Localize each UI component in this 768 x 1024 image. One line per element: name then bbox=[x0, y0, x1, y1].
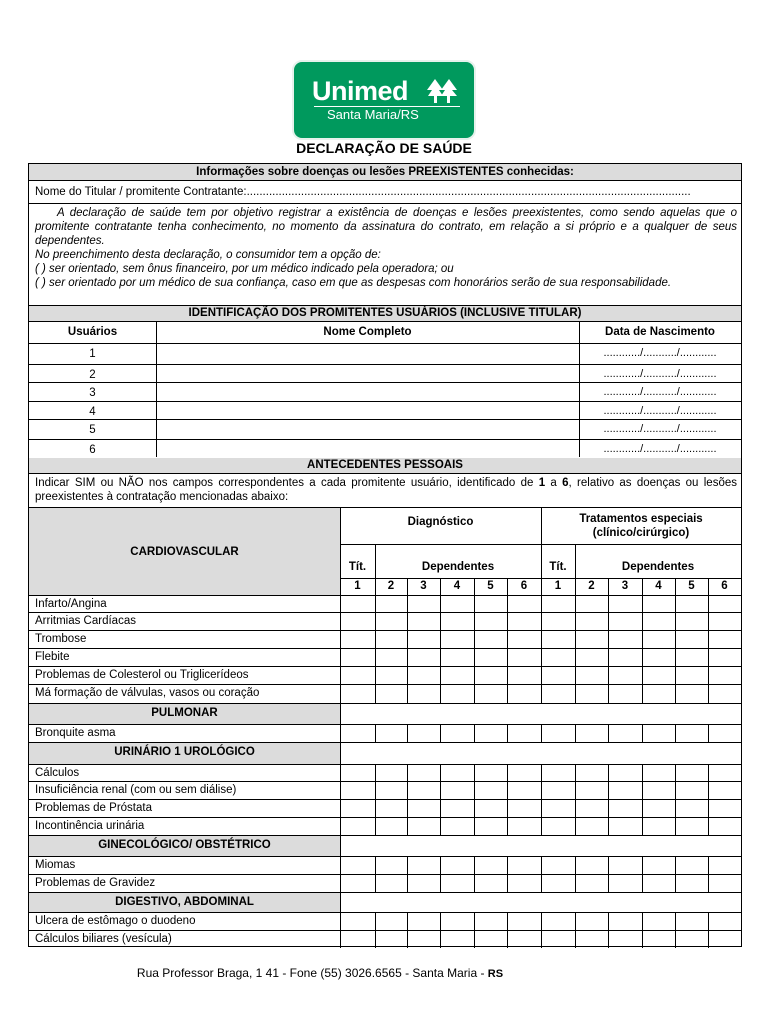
answer-cell[interactable] bbox=[376, 596, 407, 612]
answer-cell[interactable] bbox=[408, 818, 440, 835]
answer-cell[interactable] bbox=[542, 931, 575, 948]
answer-cell[interactable] bbox=[441, 685, 474, 703]
condition-label: Miomas bbox=[35, 859, 76, 871]
answer-cell[interactable] bbox=[475, 613, 507, 630]
answer-cell[interactable] bbox=[508, 931, 541, 948]
user-number: 2 bbox=[89, 369, 96, 381]
answer-cell[interactable] bbox=[376, 857, 407, 874]
dependent-number: 6 bbox=[520, 580, 528, 592]
answer-cell[interactable] bbox=[709, 613, 741, 630]
col-titular-treat: Tít. bbox=[549, 561, 567, 573]
answer-cell[interactable] bbox=[676, 765, 708, 781]
group-title-cardiovascular: CARDIOVASCULAR bbox=[130, 546, 239, 558]
answer-cell[interactable] bbox=[441, 818, 474, 835]
birth-date-input[interactable]: ............/.........../............ bbox=[603, 443, 717, 455]
answer-cell[interactable] bbox=[576, 782, 608, 799]
answer-cell[interactable] bbox=[542, 725, 575, 742]
answer-cell[interactable] bbox=[475, 800, 507, 817]
logo-brand: Unimed bbox=[312, 76, 409, 106]
answer-cell[interactable] bbox=[542, 875, 575, 892]
answer-cell[interactable] bbox=[576, 857, 608, 874]
answer-cell[interactable] bbox=[508, 667, 541, 684]
answer-cell[interactable] bbox=[376, 800, 407, 817]
col-treatment: Tratamentos especiais bbox=[579, 513, 703, 525]
answer-cell[interactable] bbox=[542, 800, 575, 817]
user-name-input[interactable] bbox=[157, 402, 578, 419]
answer-cell[interactable] bbox=[408, 631, 440, 648]
answer-cell[interactable] bbox=[676, 613, 708, 630]
answer-cell[interactable] bbox=[441, 667, 474, 684]
condition-label: Problemas de Próstata bbox=[35, 802, 152, 814]
answer-cell[interactable] bbox=[709, 649, 741, 666]
dependent-number: 3 bbox=[420, 580, 427, 592]
answer-cell[interactable] bbox=[676, 685, 708, 703]
history-instruction: Indicar SIM ou NÃO nos campos correspondentes a cada promitente usuário, identificado de 1 a 6, relativo as doenças ou lesões preexistentes à contratação mencionadas abaixo: bbox=[35, 477, 737, 503]
dependent-number: 5 bbox=[688, 580, 695, 592]
answer-cell[interactable] bbox=[408, 857, 440, 874]
answer-cell[interactable] bbox=[408, 667, 440, 684]
option-operator-doctor[interactable]: ( ) ser orientado, sem ônus financeiro, por um médico indicado pela operadora; ou bbox=[35, 263, 454, 275]
condition-label: Infarto/Angina bbox=[35, 598, 107, 610]
footer-address: Rua Professor Braga, 1 41 - Fone (55) 3026.6565 - Santa Maria - RS bbox=[136, 966, 504, 980]
condition-label: Bronquite asma bbox=[35, 727, 116, 739]
answer-cell[interactable] bbox=[709, 875, 741, 892]
answer-cell[interactable] bbox=[676, 800, 708, 817]
answer-cell[interactable] bbox=[376, 649, 407, 666]
answer-cell[interactable] bbox=[576, 875, 608, 892]
answer-cell[interactable] bbox=[676, 931, 708, 948]
answer-cell[interactable] bbox=[341, 913, 375, 930]
answer-cell[interactable] bbox=[609, 782, 642, 799]
answer-cell[interactable] bbox=[542, 613, 575, 630]
answer-cell[interactable] bbox=[376, 667, 407, 684]
answer-cell[interactable] bbox=[508, 782, 541, 799]
answer-cell[interactable] bbox=[676, 818, 708, 835]
answer-cell[interactable] bbox=[475, 631, 507, 648]
answer-cell[interactable] bbox=[576, 931, 608, 948]
answer-cell[interactable] bbox=[508, 765, 541, 781]
answer-cell[interactable] bbox=[376, 818, 407, 835]
answer-cell[interactable] bbox=[508, 613, 541, 630]
answer-cell[interactable] bbox=[676, 782, 708, 799]
condition-label: Problemas de Gravidez bbox=[35, 877, 156, 889]
answer-cell[interactable] bbox=[709, 631, 741, 648]
answer-cell[interactable] bbox=[609, 913, 642, 930]
answer-cell[interactable] bbox=[475, 685, 507, 703]
answer-cell[interactable] bbox=[341, 818, 375, 835]
user-number: 5 bbox=[89, 424, 96, 436]
option-intro: No preenchimento desta declaração, o consumidor tem a opção de: bbox=[35, 249, 381, 261]
answer-cell[interactable] bbox=[643, 931, 675, 948]
group-title: GINECOLÓGICO/ OBSTÉTRICO bbox=[98, 839, 271, 851]
answer-cell[interactable] bbox=[341, 931, 375, 948]
answer-cell[interactable] bbox=[341, 725, 375, 742]
answer-cell[interactable] bbox=[341, 782, 375, 799]
birth-date-input[interactable]: ............/.........../............ bbox=[603, 405, 717, 417]
condition-label: Ulcera de estômago o duodeno bbox=[35, 915, 196, 927]
birth-date-input[interactable]: ............/.........../............ bbox=[603, 347, 717, 359]
answer-cell[interactable] bbox=[643, 631, 675, 648]
logo-region: Santa Maria/RS bbox=[327, 107, 419, 122]
user-name-input[interactable] bbox=[157, 365, 578, 382]
answer-cell[interactable] bbox=[475, 875, 507, 892]
dependent-number: 1 bbox=[354, 580, 361, 592]
col-treatment-sub: (clínico/cirúrgico) bbox=[592, 527, 690, 539]
answer-cell[interactable] bbox=[609, 818, 642, 835]
user-number: 1 bbox=[89, 348, 96, 360]
answer-cell[interactable] bbox=[676, 631, 708, 648]
option-own-doctor[interactable]: ( ) ser orientado por um médico de sua confiança, caso em que as despesas com honorários serão de sua responsabilidade. bbox=[35, 277, 672, 289]
dependent-number: 4 bbox=[655, 580, 662, 592]
answer-cell[interactable] bbox=[643, 765, 675, 781]
answer-cell[interactable] bbox=[709, 765, 741, 781]
answer-cell[interactable] bbox=[542, 818, 575, 835]
answer-cell[interactable] bbox=[408, 725, 440, 742]
col-users: Usuários bbox=[67, 326, 118, 338]
answer-cell[interactable] bbox=[508, 800, 541, 817]
answer-cell[interactable] bbox=[709, 596, 741, 612]
answer-cell[interactable] bbox=[376, 725, 407, 742]
answer-cell[interactable] bbox=[676, 667, 708, 684]
col-dependents-treat: Dependentes bbox=[621, 561, 695, 573]
answer-cell[interactable] bbox=[676, 913, 708, 930]
answer-cell[interactable] bbox=[408, 685, 440, 703]
answer-cell[interactable] bbox=[609, 800, 642, 817]
answer-cell[interactable] bbox=[609, 667, 642, 684]
user-number: 3 bbox=[89, 387, 96, 399]
col-titular: Tít. bbox=[348, 561, 367, 573]
answer-cell[interactable] bbox=[341, 667, 375, 684]
answer-cell[interactable] bbox=[441, 631, 474, 648]
birth-date-input[interactable]: ............/.........../............ bbox=[603, 368, 717, 380]
answer-cell[interactable] bbox=[576, 818, 608, 835]
answer-cell[interactable] bbox=[376, 931, 407, 948]
col-full-name: Nome Completo bbox=[323, 326, 412, 338]
history-header: ANTECEDENTES PESSOAIS bbox=[307, 459, 463, 471]
group-title: PULMONAR bbox=[151, 707, 218, 719]
dependent-number: 4 bbox=[453, 580, 461, 592]
unimed-tree-icon bbox=[426, 78, 458, 104]
answer-cell[interactable] bbox=[441, 782, 474, 799]
answer-cell[interactable] bbox=[709, 931, 741, 948]
answer-cell[interactable] bbox=[709, 857, 741, 874]
condition-label: Problemas de Colesterol ou Triglicerídeos bbox=[35, 669, 249, 681]
answer-cell[interactable] bbox=[441, 725, 474, 742]
condition-label: Incontinência urinária bbox=[35, 820, 145, 832]
answer-cell[interactable] bbox=[341, 857, 375, 874]
answer-cell[interactable] bbox=[508, 857, 541, 874]
answer-cell[interactable] bbox=[408, 931, 440, 948]
answer-cell[interactable] bbox=[709, 725, 741, 742]
answer-cell[interactable] bbox=[576, 725, 608, 742]
page-title: DECLARAÇÃO DE SAÚDE bbox=[296, 140, 472, 156]
answer-cell[interactable] bbox=[408, 800, 440, 817]
unimed-logo bbox=[292, 60, 476, 140]
answer-cell[interactable] bbox=[709, 818, 741, 835]
answer-cell[interactable] bbox=[542, 649, 575, 666]
condition-label: Trombose bbox=[35, 633, 87, 645]
answer-cell[interactable] bbox=[475, 818, 507, 835]
answer-cell[interactable] bbox=[341, 800, 375, 817]
answer-cell[interactable] bbox=[508, 596, 541, 612]
answer-cell[interactable] bbox=[709, 913, 741, 930]
user-name-input[interactable] bbox=[157, 344, 578, 364]
birth-date-input[interactable]: ............/.........../............ bbox=[603, 423, 717, 435]
answer-cell[interactable] bbox=[441, 596, 474, 612]
group-title: DIGESTIVO, ABDOMINAL bbox=[115, 896, 254, 908]
answer-cell[interactable] bbox=[676, 725, 708, 742]
answer-cell[interactable] bbox=[609, 875, 642, 892]
answer-cell[interactable] bbox=[609, 857, 642, 874]
answer-cell[interactable] bbox=[576, 613, 608, 630]
answer-cell[interactable] bbox=[508, 649, 541, 666]
col-birth-date: Data de Nascimento bbox=[605, 326, 715, 338]
answer-cell[interactable] bbox=[609, 649, 642, 666]
users-header: IDENTIFICAÇÃO DOS PROMITENTES USUÁRIOS (INCLUSIVE TITULAR) bbox=[188, 307, 582, 319]
answer-cell[interactable] bbox=[643, 667, 675, 684]
answer-cell[interactable] bbox=[376, 685, 407, 703]
answer-cell[interactable] bbox=[609, 631, 642, 648]
dependent-number: 2 bbox=[588, 580, 595, 592]
answer-cell[interactable] bbox=[542, 913, 575, 930]
condition-label: Insuficiência renal (com ou sem diálise) bbox=[35, 784, 237, 796]
answer-cell[interactable] bbox=[475, 765, 507, 781]
answer-cell[interactable] bbox=[475, 857, 507, 874]
answer-cell[interactable] bbox=[441, 931, 474, 948]
answer-cell[interactable] bbox=[475, 667, 507, 684]
col-diagnosis: Diagnóstico bbox=[407, 516, 474, 528]
answer-cell[interactable] bbox=[676, 857, 708, 874]
answer-cell[interactable] bbox=[508, 631, 541, 648]
titular-name-field[interactable]: Nome do Titular / promitente Contratante:........................................................................................................................................... bbox=[35, 186, 691, 198]
answer-cell[interactable] bbox=[676, 596, 708, 612]
answer-cell[interactable] bbox=[341, 875, 375, 892]
answer-cell[interactable] bbox=[408, 765, 440, 781]
answer-cell[interactable] bbox=[643, 782, 675, 799]
group-title: URINÁRIO 1 UROLÓGICO bbox=[114, 746, 255, 758]
answer-cell[interactable] bbox=[408, 596, 440, 612]
health-declaration-form bbox=[28, 163, 742, 947]
answer-cell[interactable] bbox=[542, 631, 575, 648]
condition-label: Arritmias Cardíacas bbox=[35, 615, 136, 627]
dependent-number: 1 bbox=[554, 580, 562, 592]
answer-cell[interactable] bbox=[441, 613, 474, 630]
answer-cell[interactable] bbox=[508, 685, 541, 703]
answer-cell[interactable] bbox=[508, 875, 541, 892]
answer-cell[interactable] bbox=[376, 613, 407, 630]
answer-cell[interactable] bbox=[576, 685, 608, 703]
answer-cell[interactable] bbox=[376, 631, 407, 648]
answer-cell[interactable] bbox=[542, 765, 575, 781]
answer-cell[interactable] bbox=[542, 667, 575, 684]
answer-cell[interactable] bbox=[441, 857, 474, 874]
col-dependents: Dependentes bbox=[421, 561, 495, 573]
dependent-number: 6 bbox=[721, 580, 728, 592]
answer-cell[interactable] bbox=[643, 649, 675, 666]
answer-cell[interactable] bbox=[376, 913, 407, 930]
answer-cell[interactable] bbox=[341, 649, 375, 666]
answer-cell[interactable] bbox=[576, 800, 608, 817]
user-number: 4 bbox=[89, 406, 96, 418]
answer-cell[interactable] bbox=[475, 725, 507, 742]
user-name-input[interactable] bbox=[157, 420, 578, 439]
answer-cell[interactable] bbox=[441, 875, 474, 892]
answer-cell[interactable] bbox=[508, 913, 541, 930]
answer-cell[interactable] bbox=[643, 818, 675, 835]
answer-cell[interactable] bbox=[542, 685, 575, 703]
answer-cell[interactable] bbox=[643, 596, 675, 612]
answer-cell[interactable] bbox=[609, 613, 642, 630]
answer-cell[interactable] bbox=[576, 649, 608, 666]
answer-cell[interactable] bbox=[376, 782, 407, 799]
answer-cell[interactable] bbox=[609, 685, 642, 703]
dependent-number: 5 bbox=[487, 580, 494, 592]
answer-cell[interactable] bbox=[709, 800, 741, 817]
answer-cell[interactable] bbox=[475, 913, 507, 930]
answer-cell[interactable] bbox=[508, 725, 541, 742]
user-name-input[interactable] bbox=[157, 440, 578, 457]
answer-cell[interactable] bbox=[341, 596, 375, 612]
answer-cell[interactable] bbox=[542, 857, 575, 874]
answer-cell[interactable] bbox=[609, 596, 642, 612]
answer-cell[interactable] bbox=[643, 857, 675, 874]
answer-cell[interactable] bbox=[709, 667, 741, 684]
dependent-number: 3 bbox=[621, 580, 629, 592]
answer-cell[interactable] bbox=[643, 613, 675, 630]
answer-cell[interactable] bbox=[676, 649, 708, 666]
answer-cell[interactable] bbox=[643, 800, 675, 817]
answer-cell[interactable] bbox=[542, 596, 575, 612]
info-header: Informações sobre doenças ou lesões PREEXISTENTES conhecidas: bbox=[196, 166, 574, 178]
answer-cell[interactable] bbox=[341, 613, 375, 630]
answer-cell[interactable] bbox=[408, 913, 440, 930]
answer-cell[interactable] bbox=[341, 685, 375, 703]
answer-cell[interactable] bbox=[609, 725, 642, 742]
answer-cell[interactable] bbox=[408, 649, 440, 666]
answer-cell[interactable] bbox=[709, 782, 741, 799]
answer-cell[interactable] bbox=[508, 818, 541, 835]
answer-cell[interactable] bbox=[609, 765, 642, 781]
user-name-input[interactable] bbox=[157, 383, 578, 401]
answer-cell[interactable] bbox=[609, 931, 642, 948]
answer-cell[interactable] bbox=[576, 667, 608, 684]
user-number: 6 bbox=[89, 444, 96, 456]
answer-cell[interactable] bbox=[441, 800, 474, 817]
condition-label: Má formação de válvulas, vasos ou coração bbox=[35, 687, 260, 699]
answer-cell[interactable] bbox=[576, 631, 608, 648]
answer-cell[interactable] bbox=[643, 725, 675, 742]
answer-cell[interactable] bbox=[475, 596, 507, 612]
condition-label: Cálculos bbox=[35, 767, 80, 779]
answer-cell[interactable] bbox=[341, 765, 375, 781]
answer-cell[interactable] bbox=[408, 782, 440, 799]
answer-cell[interactable] bbox=[341, 631, 375, 648]
answer-cell[interactable] bbox=[576, 765, 608, 781]
answer-cell[interactable] bbox=[576, 913, 608, 930]
answer-cell[interactable] bbox=[441, 765, 474, 781]
answer-cell[interactable] bbox=[709, 685, 741, 703]
answer-cell[interactable] bbox=[643, 913, 675, 930]
answer-cell[interactable] bbox=[475, 782, 507, 799]
answer-cell[interactable] bbox=[475, 931, 507, 948]
answer-cell[interactable] bbox=[408, 613, 440, 630]
condition-label: Flebite bbox=[35, 651, 70, 663]
answer-cell[interactable] bbox=[376, 875, 407, 892]
answer-cell[interactable] bbox=[643, 875, 675, 892]
answer-cell[interactable] bbox=[475, 649, 507, 666]
answer-cell[interactable] bbox=[542, 782, 575, 799]
answer-cell[interactable] bbox=[441, 913, 474, 930]
answer-cell[interactable] bbox=[408, 875, 440, 892]
answer-cell[interactable] bbox=[441, 649, 474, 666]
answer-cell[interactable] bbox=[376, 765, 407, 781]
condition-label: Cálculos biliares (vesícula) bbox=[35, 933, 172, 945]
birth-date-input[interactable]: ............/.........../............ bbox=[603, 386, 717, 398]
answer-cell[interactable] bbox=[576, 596, 608, 612]
dependent-number: 2 bbox=[387, 580, 395, 592]
info-paragraph: A declaração de saúde tem por objetivo registrar a existência de doenças e lesões preexistentes, como sendo aquelas que o promitente contratante tenha conhecimento, no momento da assinatura do contrato, em relação a si próprio e a qualquer de seus dependentes. bbox=[35, 207, 737, 247]
answer-cell[interactable] bbox=[676, 875, 708, 892]
answer-cell[interactable] bbox=[643, 685, 675, 703]
